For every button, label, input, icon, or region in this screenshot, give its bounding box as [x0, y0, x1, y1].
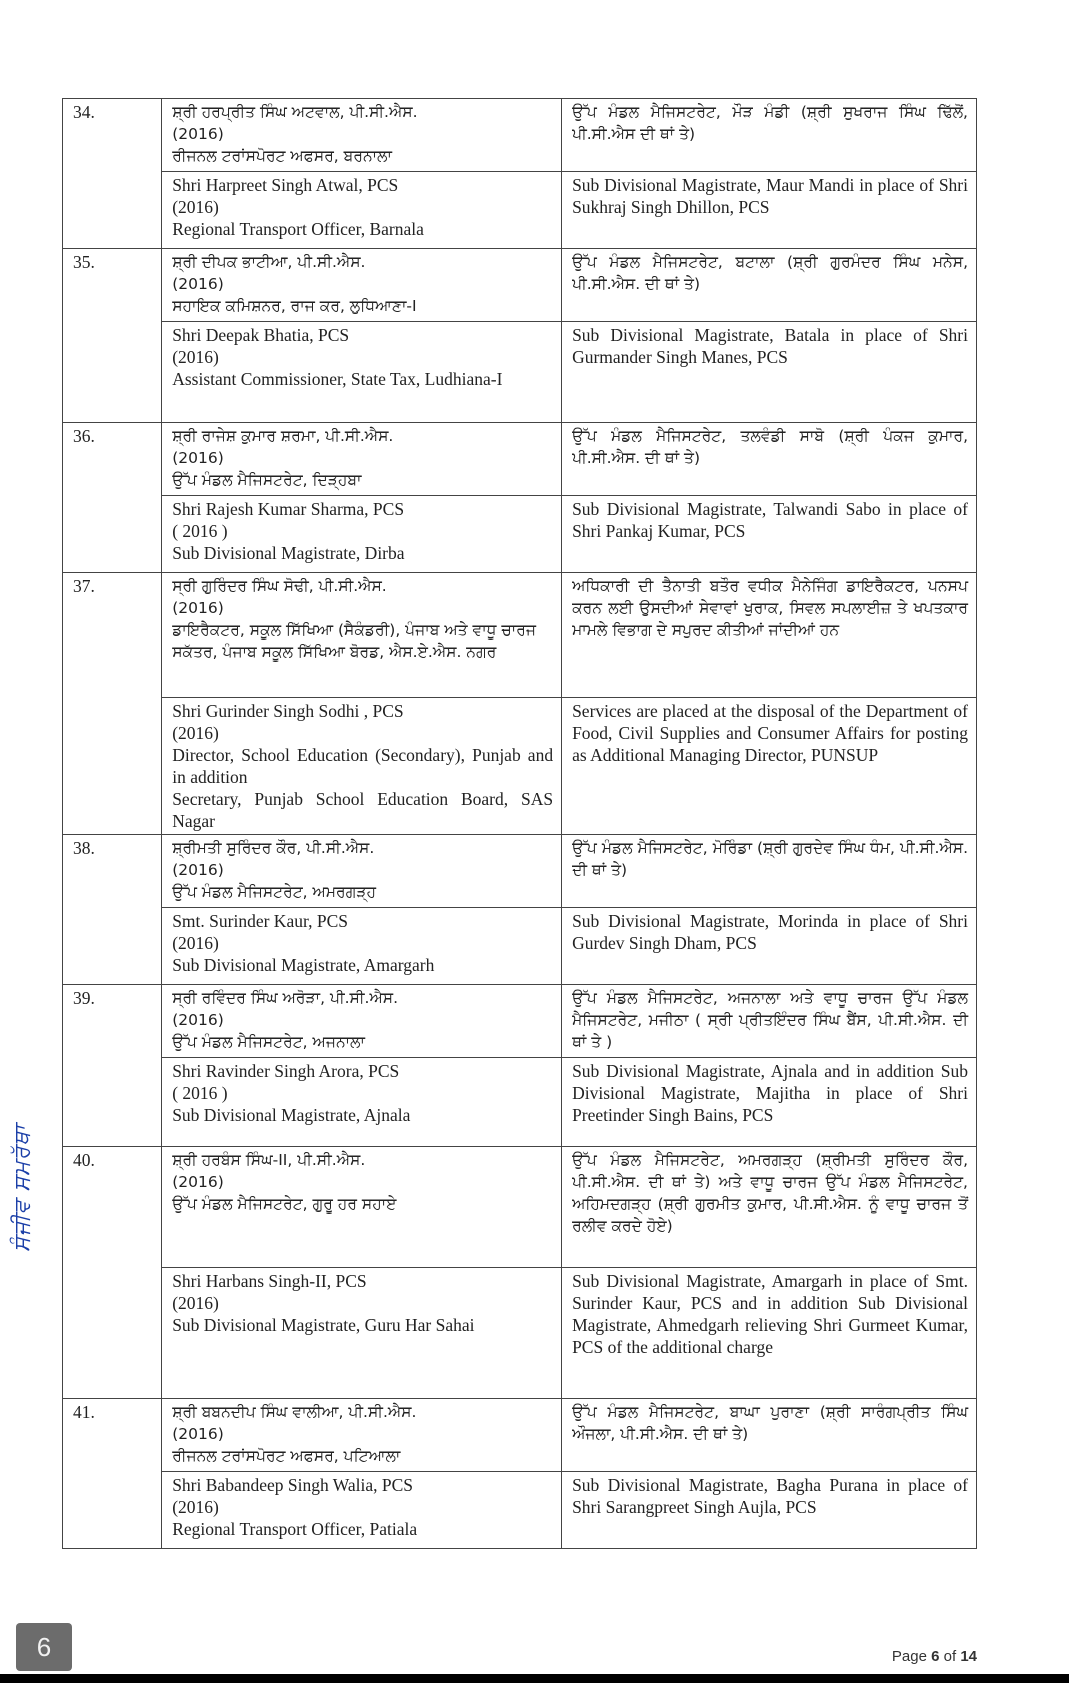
officer-detail-line: ( 2016 ): [172, 521, 228, 541]
new-posting-punjabi: ਉੱਪ ਮੰਡਲ ਮੈਜਿਸਟਰੇਟ, ਅਮਰਗੜ੍ਹ (ਸ਼੍ਰੀਮਤੀ ਸੁਰਿੰਦਰ ਕੌਰ, ਪੀ.ਸੀ.ਐਸ. ਦੀ ਥਾਂ ਤੇ) ਅਤੇ ਵਾਧੂ ਚਾਰਜ ਉੱਪ ਮੰਡਲ ਮੈਜਿਸਟਰੇਟ, ਅਹਿਮਦਗੜ੍ਹ (ਸ਼੍ਰੀ ਗੁਰਮੀਤ ਕੁਮਾਰ, ਪੀ.ਸੀ.ਐਸ. ਨੂੰ ਵਾਧੂ ਚਾਰਜ ਤੋਂ ਰਲੀਵ ਕਰਦੇ ਹੋਏ): [562, 1147, 977, 1268]
table-row-punjabi: [63, 249, 977, 322]
officer-detail-line: Regional Transport Officer, Patiala: [172, 1519, 418, 1539]
officer-detail-line: Shri Babandeep Singh Walia, PCS: [172, 1475, 414, 1495]
officer-name-english: [162, 172, 562, 249]
officer-detail-line: Regional Transport Officer, Barnala: [172, 219, 424, 239]
table-row-punjabi: [63, 1147, 977, 1268]
officer-detail-line: (2016): [172, 599, 224, 617]
officer-detail-line: (2016): [172, 933, 219, 953]
new-posting-punjabi: ਉੱਪ ਮੰਡਲ ਮੈਜਿਸਟਰੇਟ, ਮੌੜ ਮੰਡੀ (ਸ਼੍ਰੀ ਸੁਖਰਾਜ ਸਿੰਘ ਢਿੱਲੋਂ, ਪੀ.ਸੀ.ਐਸ ਦੀ ਥਾਂ ਤੇ): [562, 99, 977, 172]
officer-detail-line: (2016): [172, 1293, 219, 1313]
officer-name-english: [162, 698, 562, 835]
new-posting-english: Sub Divisional Magistrate, Morinda in place of Shri Gurdev Singh Dham, PCS: [562, 908, 977, 985]
serial-number: 40.: [63, 1147, 162, 1399]
officer-detail-line: ਉੱਪ ਮੰਡਲ ਮੈਜਿਸਟਰੇਟ, ਅਜਨਾਲਾ: [172, 1033, 365, 1051]
table-row-english: [63, 496, 977, 573]
officer-detail-line: ਡਾਇਰੈਕਟਰ, ਸਕੂਲ ਸਿੱਖਿਆ (ਸੈਕੰਡਰੀ), ਪੰਜਾਬ ਅਤੇ ਵਾਧੂ ਚਾਰਜ ਸਕੱਤਰ, ਪੰਜਾਬ ਸਕੂਲ ਸਿੱਖਿਆ ਬੋਰਡ, ਐਸ.ਏ.ਐਸ. ਨਗਰ: [172, 621, 536, 661]
serial-number: 39.: [63, 985, 162, 1147]
serial-number: 36.: [63, 423, 162, 573]
officer-detail-line: ( 2016 ): [172, 1083, 228, 1103]
page-total: 14: [960, 1648, 977, 1665]
serial-number: 41.: [63, 1399, 162, 1549]
table-row-punjabi: [63, 985, 977, 1058]
officer-detail-line: (2016): [172, 861, 224, 879]
officer-detail-line: ਉੱਪ ਮੰਡਲ ਮੈਜਿਸਟਰੇਟ, ਦਿੜ੍ਹਬਾ: [172, 471, 362, 489]
new-posting-punjabi: ਉੱਪ ਮੰਡਲ ਮੈਜਿਸਟਰੇਟ, ਮੋਰਿੰਡਾ (ਸ਼੍ਰੀ ਗੁਰਦੇਵ ਸਿੰਘ ਧੰਮ, ਪੀ.ਸੀ.ਐਸ. ਦੀ ਥਾਂ ਤੇ): [562, 835, 977, 908]
officer-detail-line: Shri Deepak Bhatia, PCS: [172, 325, 350, 345]
officer-detail-line: (2016): [172, 1425, 224, 1443]
officer-detail-line: Sub Divisional Magistrate, Amargarh: [172, 955, 435, 975]
table-row-punjabi: [63, 835, 977, 908]
officer-name-punjabi: [162, 573, 562, 698]
officer-name-english: [162, 908, 562, 985]
officer-detail-line: ਸ੍ਰੀ ਰਵਿੰਦਰ ਸਿੰਘ ਅਰੋੜਾ, ਪੀ.ਸੀ.ਐਸ.: [172, 989, 398, 1007]
table-row-punjabi: [63, 573, 977, 698]
officer-name-english: [162, 322, 562, 423]
new-posting-punjabi: ਉੱਪ ਮੰਡਲ ਮੈਜਿਸਟਰੇਟ, ਅਜਨਾਲਾ ਅਤੇ ਵਾਧੂ ਚਾਰਜ ਉੱਪ ਮੰਡਲ ਮੈਜਿਸਟਰੇਟ, ਮਜੀਠਾ ( ਸ੍ਰੀ ਪ੍ਰੀਤਇੰਦਰ ਸਿੰਘ ਬੈਂਸ, ਪੀ.ਸੀ.ਐਸ. ਦੀ ਥਾਂ ਤੇ ): [562, 985, 977, 1058]
officer-name-punjabi: [162, 423, 562, 496]
new-posting-punjabi: ਉੱਪ ਮੰਡਲ ਮੈਜਿਸਟਰੇਟ, ਤਲਵੰਡੀ ਸਾਬੋ (ਸ਼੍ਰੀ ਪੰਕਜ ਕੁਮਾਰ, ਪੀ.ਸੀ.ਐਸ. ਦੀ ਥਾਂ ਤੇ): [562, 423, 977, 496]
officer-name-english: [162, 1058, 562, 1147]
table-row-english: [63, 1058, 977, 1147]
officer-name-punjabi: [162, 249, 562, 322]
officer-detail-line: ਰੀਜਨਲ ਟਰਾਂਸਪੋਰਟ ਅਫਸਰ, ਪਟਿਆਲਾ: [172, 1447, 401, 1465]
table-row-punjabi: [63, 1399, 977, 1472]
officer-detail-line: ਸ੍ਰੀ ਗੁਰਿੰਦਰ ਸਿੰਘ ਸੋਢੀ, ਪੀ.ਸੀ.ਐਸ.: [172, 577, 387, 595]
page-number-badge: 6: [16, 1623, 72, 1671]
page-footer: [892, 1648, 977, 1665]
new-posting-english: Sub Divisional Magistrate, Bagha Purana in place of Shri Sarangpreet Singh Aujla, PCS: [562, 1472, 977, 1549]
officer-detail-line: Sub Divisional Magistrate, Dirba: [172, 543, 405, 563]
officer-detail-line: (2016): [172, 1497, 219, 1517]
new-posting-english: Sub Divisional Magistrate, Talwandi Sabo in place of Shri Pankaj Kumar, PCS: [562, 496, 977, 573]
officer-detail-line: Shri Harpreet Singh Atwal, PCS: [172, 175, 399, 195]
officer-detail-line: ਸ਼੍ਰੀ ਹਰਪ੍ਰੀਤ ਸਿੰਘ ਅਟਵਾਲ, ਪੀ.ਸੀ.ਐਸ.: [172, 103, 418, 121]
officer-name-english: [162, 496, 562, 573]
table-row-english: [63, 908, 977, 985]
officer-name-punjabi: [162, 99, 562, 172]
officer-name-punjabi: [162, 985, 562, 1058]
officer-detail-line: Secretary, Punjab School Education Board, SAS Nagar: [172, 789, 554, 831]
officer-detail-line: (2016): [172, 1173, 224, 1191]
officer-detail-line: Shri Ravinder Singh Arora, PCS: [172, 1061, 400, 1081]
officer-detail-line: (2016): [172, 197, 219, 217]
officer-detail-line: Assistant Commissioner, State Tax, Ludhiana-I: [172, 369, 503, 389]
scan-bottom-border: [0, 1674, 1069, 1683]
officer-name-english: [162, 1268, 562, 1399]
officer-detail-line: Shri Harbans Singh-II, PCS: [172, 1271, 367, 1291]
officer-name-punjabi: [162, 1147, 562, 1268]
officer-detail-line: ਸ਼੍ਰੀ ਹਰਬੰਸ ਸਿੰਘ-II, ਪੀ.ਸੀ.ਐਸ.: [172, 1151, 366, 1169]
officer-detail-line: (2016): [172, 125, 224, 143]
new-posting-punjabi: ਉੱਪ ਮੰਡਲ ਮੈਜਿਸਟਰੇਟ, ਬਟਾਲਾ (ਸ਼੍ਰੀ ਗੁਰਮੰਦਰ ਸਿੰਘ ਮਨੇਸ, ਪੀ.ਸੀ.ਐਸ. ਦੀ ਥਾਂ ਤੇ): [562, 249, 977, 322]
table-row-english: [63, 1472, 977, 1549]
officer-detail-line: Director, School Education (Secondary), Punjab and in addition: [172, 745, 554, 787]
new-posting-english: Sub Divisional Magistrate, Batala in place of Shri Gurmander Singh Manes, PCS: [562, 322, 977, 423]
serial-number: 34.: [63, 99, 162, 249]
table-row-punjabi: [63, 423, 977, 496]
officer-name-punjabi: [162, 1399, 562, 1472]
officer-detail-line: Sub Divisional Magistrate, Guru Har Sahai: [172, 1315, 475, 1335]
transfer-order-table: [62, 98, 977, 1549]
officer-detail-line: Sub Divisional Magistrate, Ajnala: [172, 1105, 411, 1125]
new-posting-english: Sub Divisional Magistrate, Maur Mandi in place of Shri Sukhraj Singh Dhillon, PCS: [562, 172, 977, 249]
officer-detail-line: ਰੀਜਨਲ ਟਰਾਂਸਪੋਰਟ ਅਫਸਰ, ਬਰਨਾਲਾ: [172, 147, 392, 165]
officer-name-english: [162, 1472, 562, 1549]
page-current: 6: [931, 1648, 940, 1665]
officer-detail-line: ਸਹਾਇਕ ਕਮਿਸ਼ਨਰ, ਰਾਜ ਕਰ, ਲੁਧਿਆਣਾ-I: [172, 297, 417, 315]
handwritten-margin-note: ਸੰਜੀਵ ਸਮਰੱਥਾ: [10, 1124, 35, 1252]
new-posting-punjabi: ਅਧਿਕਾਰੀ ਦੀ ਤੈਨਾਤੀ ਬਤੌਰ ਵਧੀਕ ਮੈਨੇਜਿੰਗ ਡਾਇਰੈਕਟਰ, ਪਨਸਪ ਕਰਨ ਲਈ ਉਸਦੀਆਂ ਸੇਵਾਵਾਂ ਖੁਰਾਕ, ਸਿਵਲ ਸਪਲਾਈਜ਼ ਤੇ ਖਪਤਕਾਰ ਮਾਮਲੇ ਵਿਭਾਗ ਦੇ ਸਪੁਰਦ ਕੀਤੀਆਂ ਜਾਂਦੀਆਂ ਹਨ: [562, 573, 977, 698]
new-posting-punjabi: ਉੱਪ ਮੰਡਲ ਮੈਜਿਸਟਰੇਟ, ਬਾਘਾ ਪੁਰਾਣਾ (ਸ਼੍ਰੀ ਸਾਰੰਗਪ੍ਰੀਤ ਸਿੰਘ ਔਜਲਾ, ਪੀ.ਸੀ.ਐਸ. ਦੀ ਥਾਂ ਤੇ): [562, 1399, 977, 1472]
officer-detail-line: ਉੱਪ ਮੰਡਲ ਮੈਜਿਸਟਰੇਟ, ਅਮਰਗੜ੍ਹ: [172, 883, 377, 901]
table-row-english: [63, 322, 977, 423]
officer-detail-line: Shri Rajesh Kumar Sharma, PCS: [172, 499, 405, 519]
officer-detail-line: (2016): [172, 723, 219, 743]
officer-detail-line: (2016): [172, 347, 219, 367]
serial-number: 38.: [63, 835, 162, 985]
table-row-english: [63, 172, 977, 249]
officer-detail-line: Shri Gurinder Singh Sodhi , PCS: [172, 701, 404, 721]
serial-number: 37.: [63, 573, 162, 835]
page-prefix: Page: [891, 1648, 927, 1665]
officer-detail-line: (2016): [172, 275, 224, 293]
officer-detail-line: (2016): [172, 449, 224, 467]
table-row-english: [63, 1268, 977, 1399]
officer-detail-line: (2016): [172, 1011, 224, 1029]
serial-number: 35.: [63, 249, 162, 423]
officer-name-punjabi: [162, 835, 562, 908]
page-of: of: [943, 1648, 957, 1665]
officer-detail-line: ਸ਼੍ਰੀ ਬਬਨਦੀਪ ਸਿੰਘ ਵਾਲੀਆ, ਪੀ.ਸੀ.ਐਸ.: [172, 1403, 417, 1421]
new-posting-english: Sub Divisional Magistrate, Ajnala and in addition Sub Divisional Magistrate, Majitha in place of Shri Preetinder Singh Bains, PCS: [562, 1058, 977, 1147]
officer-detail-line: ਉੱਪ ਮੰਡਲ ਮੈਜਿਸਟਰੇਟ, ਗੁਰੂ ਹਰ ਸਹਾਏ: [172, 1195, 397, 1213]
officer-detail-line: ਸ਼੍ਰੀ ਦੀਪਕ ਭਾਟੀਆ, ਪੀ.ਸੀ.ਐਸ.: [172, 253, 366, 271]
new-posting-english: Sub Divisional Magistrate, Amargarh in place of Smt. Surinder Kaur, PCS and in addition Sub Divisional Magistrate, Ahmedgarh relieving Shri Gurmeet Kumar, PCS of the additional charge: [562, 1268, 977, 1399]
officer-detail-line: ਸ਼੍ਰੀਮਤੀ ਸੁਰਿੰਦਰ ਕੌਰ, ਪੀ.ਸੀ.ਐਸ.: [172, 839, 375, 857]
new-posting-english: Services are placed at the disposal of the Department of Food, Civil Supplies and Consumer Affairs for posting as Additional Managing Director, PUNSUP: [562, 698, 977, 835]
table-row-punjabi: [63, 99, 977, 172]
officer-detail-line: Smt. Surinder Kaur, PCS: [172, 911, 348, 931]
officer-detail-line: ਸ਼੍ਰੀ ਰਾਜੇਸ਼ ਕੁਮਾਰ ਸ਼ਰਮਾ, ਪੀ.ਸੀ.ਐਸ.: [172, 427, 394, 445]
table-row-english: [63, 698, 977, 835]
